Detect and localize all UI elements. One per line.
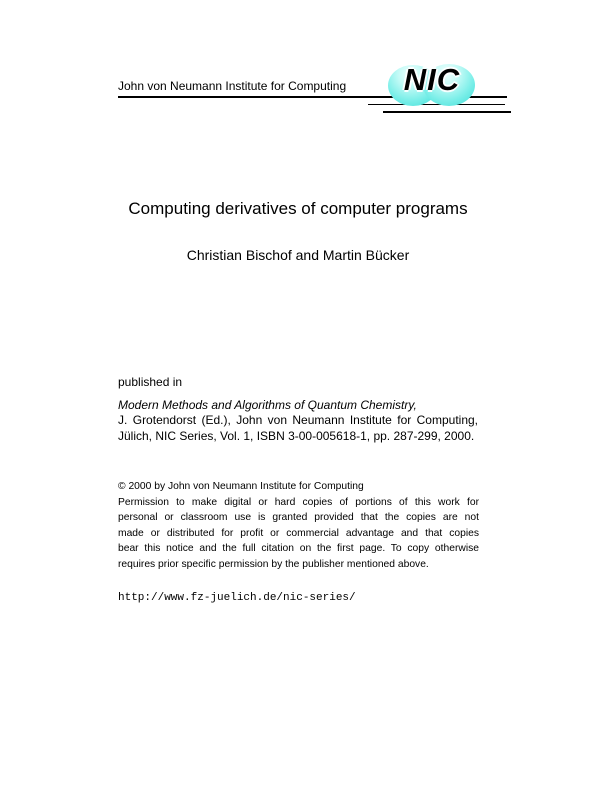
copyright-notice	[118, 479, 479, 573]
citation-editor-line: J. Grotendorst (Ed.), John von Neumann Institute for Computing,	[118, 413, 478, 428]
copyright-body-line: requires prior specific permission by the publisher mentioned above.	[118, 558, 429, 570]
copyright-body-line: bear this notice and the full citation on the first page. To copy otherwise	[118, 543, 479, 555]
institute-name: John von Neumann Institute for Computing	[118, 79, 347, 93]
copyright-body-line: Permission to make digital or hard copies of portions of this work for	[118, 496, 479, 508]
citation-series-line: Jülich, NIC Series, Vol. 1, ISBN 3-00-005618-1, pp. 287-299, 2000.	[118, 428, 475, 443]
copyright-body-line: made or distributed for profit or commercial advantage and that copies	[118, 527, 479, 539]
series-url: http://www.fz-juelich.de/nic-series/	[118, 592, 356, 604]
copyright-heading: © 2000 by John von Neumann Institute for Computing	[118, 481, 364, 492]
paper-title: Computing derivatives of computer programs	[128, 199, 468, 218]
copyright-body-line: personal or classroom use is granted provided that the copies are not	[118, 512, 479, 524]
citation-book-title: Modern Methods and Algorithms of Quantum Chemistry,	[118, 398, 417, 412]
publication-citation	[118, 398, 478, 444]
published-in-label: published in	[118, 375, 183, 389]
nic-logo-text: NIC	[403, 62, 461, 97]
paper-authors: Christian Bischof and Martin Bücker	[186, 247, 410, 263]
header-rule-third	[383, 111, 511, 113]
